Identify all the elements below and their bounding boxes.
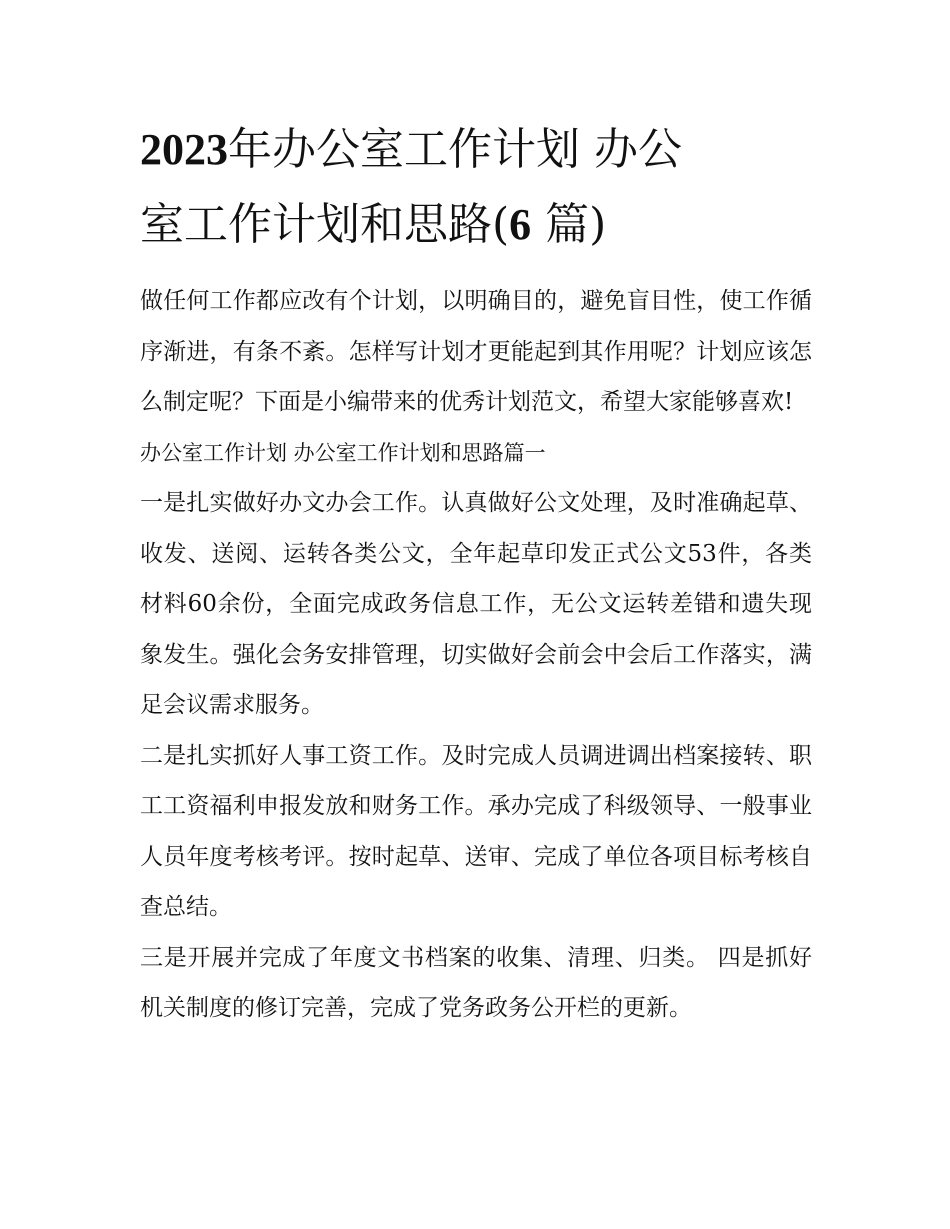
document-title <box>140 112 812 262</box>
title-line2-text-a: 室工作计划和思路( <box>140 199 510 250</box>
title-year: 2023 <box>140 125 228 174</box>
section-heading: 办公室工作计划 办公室工作计划和思路篇一 <box>140 440 546 465</box>
title-count: 6 <box>509 200 532 249</box>
document-body <box>140 276 812 1034</box>
paragraph-item-1: 一是扎实做好办文办会工作。认真做好公文处理，及时准确起草、收发、送阅、运转各类公文，全年起草印发正式公文53件，各类材料60余份，全面完成政务信息工作，无公文运转差错和遗失现象发生。强化会务安排管理，切实做好会前会中会后工作落实，满足会议需求服务。 <box>140 490 812 718</box>
intro-paragraph: 做任何工作都应改有个计划，以明确目的，避免盲目性，使工作循序渐进，有条不紊。怎样写计划才更能起到其作用呢？计划应该怎么制定呢？下面是小编带来的优秀计划范文，希望大家能够喜欢! <box>140 288 812 415</box>
paragraph-item-3: 三是开展并完成了年度文书档案的收集、清理、归类。 四是抓好机关制度的修订完善，完成了党务政务公开栏的更新。 <box>140 944 812 1021</box>
paragraph-item-2: 二是扎实抓好人事工资工作。及时完成人员调进调出档案接转、职工工资福利申报发放和财务工作。承办完成了科级领导、一般事业人员年度考核考评。按时起草、送审、完成了单位各项目标考核自查总结。 <box>140 742 812 920</box>
title-line1-text: 年办公室工作计划 办公 <box>228 124 682 175</box>
title-line2-text-b: 篇) <box>531 199 607 250</box>
document-page <box>140 112 812 1034</box>
